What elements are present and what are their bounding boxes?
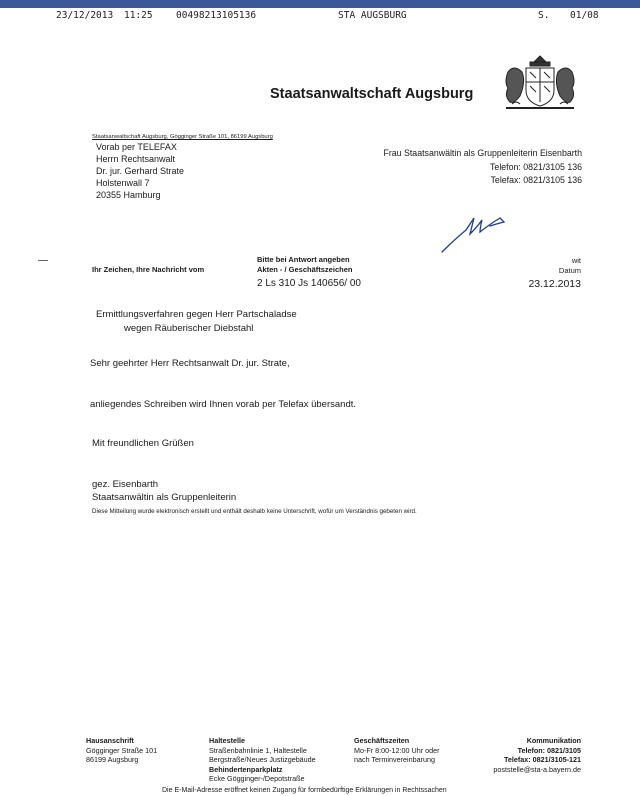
footer-line: nach Terminvereinbarung bbox=[354, 755, 435, 764]
reply-label-line: Bitte bei Antwort angeben bbox=[257, 255, 350, 264]
footer-line: Behindertenparkplatz bbox=[209, 764, 283, 774]
footer-heading: Haltestelle bbox=[209, 736, 245, 745]
contact-fax: Telefax: 0821/3105 136 bbox=[490, 175, 582, 185]
reply-reference-labels bbox=[257, 255, 352, 275]
fold-mark bbox=[38, 260, 48, 261]
reply-label-line: Akten - / Geschäftszeichen bbox=[257, 265, 353, 274]
footer-line: Mo-Fr 8:00-12:00 Uhr oder bbox=[354, 745, 440, 755]
footer-line: Straßenbahnlinie 1, Haltestelle bbox=[209, 745, 307, 755]
top-edge-bar bbox=[0, 0, 640, 8]
recipient-address bbox=[96, 141, 184, 201]
email-disclaimer: Die E-Mail-Adresse eröffnet keinen Zugang für formbedürftige Erklärungen in Rechtssachen bbox=[162, 787, 447, 794]
footer-heading: Hausanschrift bbox=[86, 736, 134, 745]
recipient-line: Herrn Rechtsanwalt bbox=[96, 154, 176, 164]
footer-line: Bergstraße/Neues Justizgebäude bbox=[209, 755, 316, 764]
footer-hours bbox=[354, 736, 440, 765]
body-text: anliegendes Schreiben wird Ihnen vorab per Telefax übersandt. bbox=[90, 399, 356, 410]
signature-name: gez. Eisenbarth bbox=[92, 479, 159, 490]
subject-line: wegen Räuberischer Diebstahl bbox=[124, 323, 254, 334]
footer-line: Telefax: 0821/3105-121 bbox=[504, 755, 581, 764]
footer-communication bbox=[493, 736, 581, 774]
bavarian-coat-of-arms-icon bbox=[500, 52, 580, 114]
footer-line: Gögginger Straße 101 bbox=[86, 745, 158, 755]
fax-page-label: S. bbox=[538, 10, 550, 21]
fax-time: 11:25 bbox=[124, 10, 153, 21]
footer-line: 86199 Augsburg bbox=[86, 755, 139, 764]
recipient-line: Vorab per TELEFAX bbox=[96, 142, 177, 152]
recipient-line: Dr. jur. Gerhard Strate bbox=[96, 166, 185, 176]
footer-email: poststelle@sta-a.bayern.de bbox=[493, 764, 581, 774]
contact-phone: Telefon: 0821/3105 136 bbox=[490, 161, 582, 172]
footer-transit bbox=[209, 736, 316, 784]
salutation: Sehr geehrter Herr Rechtsanwalt Dr. jur. Strate, bbox=[90, 358, 290, 369]
footer-address bbox=[86, 736, 157, 765]
contact-block bbox=[383, 147, 582, 188]
handwritten-signature-scribble bbox=[440, 208, 520, 254]
closing: Mit freundlichen Grüßen bbox=[92, 438, 194, 449]
date-label: Datum bbox=[558, 265, 581, 275]
subject-line: Ermittlungsverfahren gegen Herr Partschaladse bbox=[96, 309, 297, 320]
file-reference-number: 2 Ls 310 Js 140656/ 00 bbox=[257, 278, 361, 289]
fax-number: 00498213105136 bbox=[176, 10, 257, 21]
footer-heading: Geschäftszeiten bbox=[354, 736, 410, 745]
date-labels bbox=[559, 256, 581, 275]
your-reference-label: Ihr Zeichen, Ihre Nachricht vom bbox=[92, 265, 205, 274]
recipient-line: Holstenwall 7 bbox=[96, 178, 150, 188]
footer-line: Ecke Gögginger-/Depotstraße bbox=[209, 774, 305, 783]
subject-block bbox=[96, 308, 297, 336]
fax-station: STA AUGSBURG bbox=[338, 10, 407, 21]
wit-label: wit bbox=[571, 256, 581, 265]
sender-return-address: Staatsanwaltschaft Augsburg, Gögginger Straße 101, 86199 Augsburg bbox=[92, 134, 273, 140]
signature-title: Staatsanwältin als Gruppenleiterin bbox=[92, 492, 237, 503]
letter-date: 23.12.2013 bbox=[528, 278, 581, 290]
contact-person: Frau Staatsanwältin als Gruppenleiterin Eisenbarth bbox=[383, 148, 582, 158]
fax-page: 01/08 bbox=[570, 10, 599, 21]
fax-header bbox=[0, 10, 640, 26]
footer-line: Telefon: 0821/3105 bbox=[517, 745, 581, 755]
fax-date: 23/12/2013 bbox=[56, 10, 114, 21]
recipient-line: 20355 Hamburg bbox=[96, 190, 161, 200]
authority-title: Staatsanwaltschaft Augsburg bbox=[270, 86, 474, 102]
footer-heading: Kommunikation bbox=[526, 736, 581, 745]
electronic-signature-note: Diese Mitteilung wurde elektronisch erstellt und enthält deshalb keine Unterschrift, wofür um Verständnis gebeten wird. bbox=[92, 508, 417, 515]
